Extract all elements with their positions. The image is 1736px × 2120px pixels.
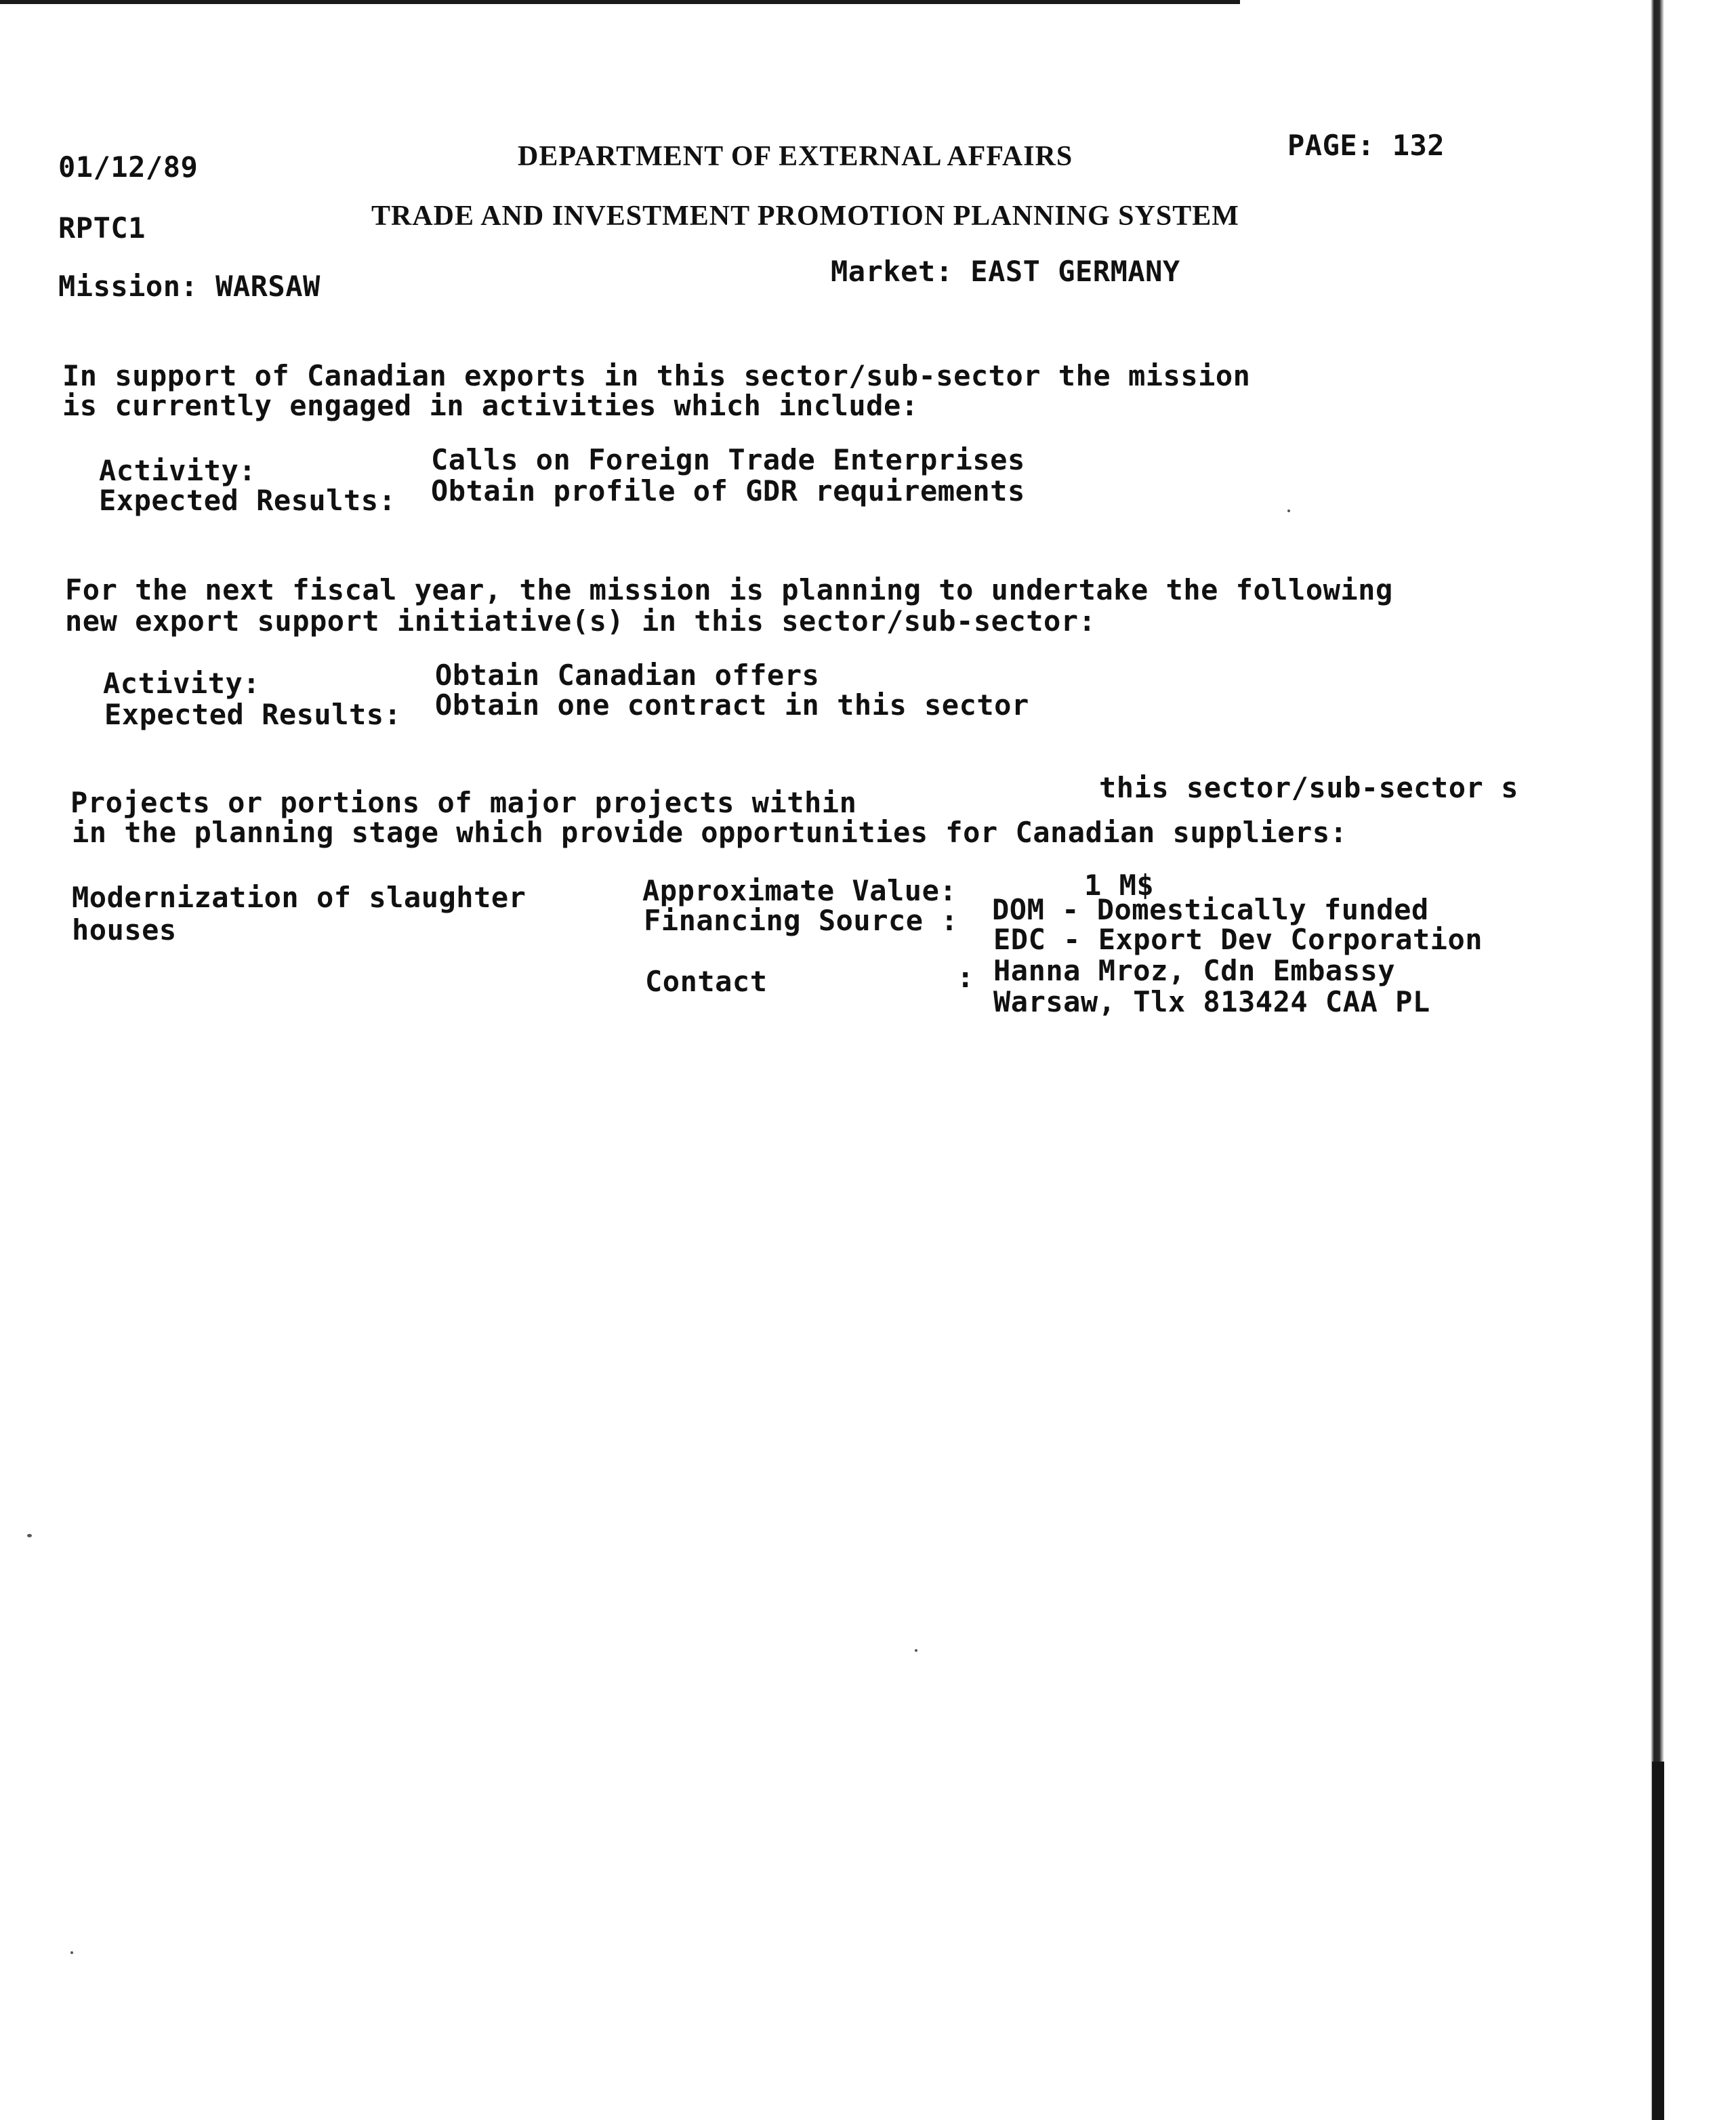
current-results-value: Obtain profile of GDR requirements [431, 474, 1025, 507]
mission-label: Mission: WARSAW [58, 270, 321, 303]
project-name-line1: Modernization of slaughter [72, 881, 526, 914]
contact-colon: : [957, 961, 974, 994]
planned-intro-line1: For the next fiscal year, the mission is planning to undertake the following [65, 573, 1393, 606]
contact-line2: Warsaw, Tlx 813424 CAA PL [993, 985, 1430, 1018]
market-label: Market: EAST GERMANY [831, 255, 1180, 288]
scan-speck [27, 1534, 32, 1537]
scan-right-edge-shadow [1652, 1762, 1664, 2120]
financing-source-2: EDC - Export Dev Corporation [993, 923, 1483, 956]
department-title: DEPARTMENT OF EXTERNAL AFFAIRS [518, 141, 1073, 172]
financing-source-1: DOM - Domestically funded [992, 893, 1429, 926]
planned-results-value: Obtain one contract in this sector [435, 688, 1029, 722]
current-activity-label: Activity: [99, 454, 257, 487]
planned-intro-line2: new export support initiative(s) in this sector/sub-sector: [65, 604, 1096, 638]
contact-label: Contact [645, 965, 768, 998]
scan-speck [1287, 510, 1290, 512]
project-name-line2: houses [72, 913, 177, 947]
projects-intro-line2: in the planning stage which provide opportunities for Canadian suppliers: [72, 816, 1348, 849]
current-intro-line1: In support of Canadian exports in this sector/sub-sector the mission [62, 359, 1251, 392]
approximate-value-label: Approximate Value: [642, 874, 957, 907]
report-code: RPTC1 [58, 211, 146, 245]
projects-intro-line1b: this sector/sub-sector s [1099, 771, 1518, 804]
contact-line1: Hanna Mroz, Cdn Embassy [993, 954, 1396, 987]
approximate-value: 1 M$ [1084, 869, 1155, 902]
financing-source-label: Financing Source : [644, 904, 959, 937]
scan-speck [70, 1951, 73, 1954]
report-date: 01/12/89 [58, 150, 199, 184]
projects-intro-line1a: Projects or portions of major projects within [70, 786, 857, 819]
planned-results-label: Expected Results: [104, 698, 402, 731]
current-intro-line2: is currently engaged in activities which include: [62, 389, 919, 422]
system-title: TRADE AND INVESTMENT PROMOTION PLANNING SYSTEM [371, 201, 1239, 232]
scan-speck [915, 1649, 917, 1652]
page-number: PAGE: 132 [1287, 129, 1445, 162]
planned-activity-value: Obtain Canadian offers [435, 659, 820, 692]
current-activity-value: Calls on Foreign Trade Enterprises [431, 443, 1025, 476]
scan-top-edge [0, 0, 1240, 4]
current-results-label: Expected Results: [99, 484, 396, 517]
planned-activity-label: Activity: [103, 667, 261, 700]
